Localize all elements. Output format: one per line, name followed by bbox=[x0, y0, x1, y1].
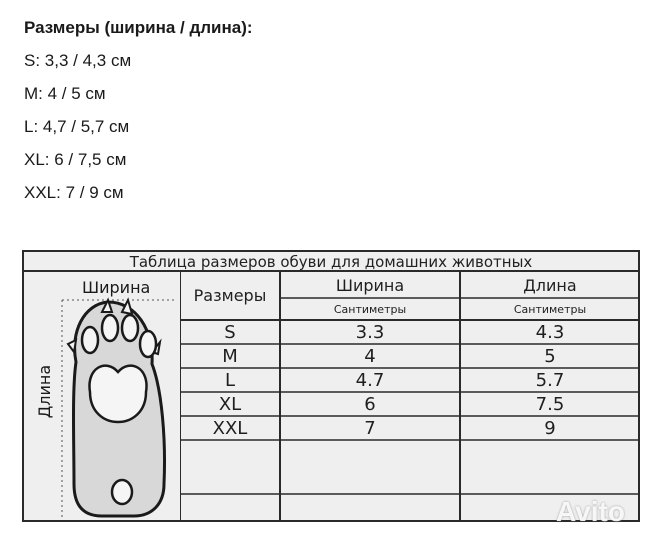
size-list-heading: Размеры (ширина / длина): bbox=[24, 18, 253, 37]
size-table bbox=[180, 272, 638, 520]
size-chart bbox=[22, 250, 640, 522]
paw-panel bbox=[24, 272, 180, 520]
paw-width-label: Ширина bbox=[82, 278, 151, 297]
row-size-s: S bbox=[224, 322, 236, 343]
row-length-l: 5.7 bbox=[535, 370, 565, 391]
row-width-m: 4 bbox=[364, 346, 376, 367]
unit-length: Сантиметры bbox=[513, 303, 587, 316]
unit-width: Сантиметры bbox=[333, 303, 407, 316]
col-header-length: Длина bbox=[523, 276, 577, 295]
avito-watermark: Avito bbox=[556, 496, 625, 527]
row-width-l: 4.7 bbox=[355, 370, 385, 391]
row-length-xl: 7.5 bbox=[535, 394, 565, 415]
size-line-m: M: 4 / 5 см bbox=[24, 84, 106, 103]
row-length-m: 5 bbox=[544, 346, 556, 367]
row-length-s: 4.3 bbox=[535, 322, 565, 343]
row-size-xl: XL bbox=[218, 394, 242, 415]
paw-illustration-icon bbox=[24, 272, 180, 522]
size-line-l: L: 4,7 / 5,7 см bbox=[24, 117, 130, 136]
row-width-xl: 6 bbox=[364, 394, 376, 415]
col-header-width: Ширина bbox=[335, 276, 405, 295]
row-size-l: L bbox=[224, 370, 236, 391]
chart-title: Таблица размеров обуви для домашних животных bbox=[24, 252, 638, 272]
row-size-m: M bbox=[222, 346, 238, 367]
row-size-xxl: XXL bbox=[212, 418, 248, 439]
row-width-s: 3.3 bbox=[355, 322, 385, 343]
size-line-s: S: 3,3 / 4,3 см bbox=[24, 51, 132, 70]
row-length-xxl: 9 bbox=[544, 418, 556, 439]
row-width-xxl: 7 bbox=[364, 418, 376, 439]
size-line-xl: XL: 6 / 7,5 см bbox=[24, 150, 127, 169]
col-header-sizes: Размеры bbox=[193, 286, 267, 305]
size-list bbox=[24, 18, 253, 216]
size-line-xxl: XXL: 7 / 9 см bbox=[24, 183, 124, 202]
paw-length-label: Длина bbox=[35, 364, 55, 419]
